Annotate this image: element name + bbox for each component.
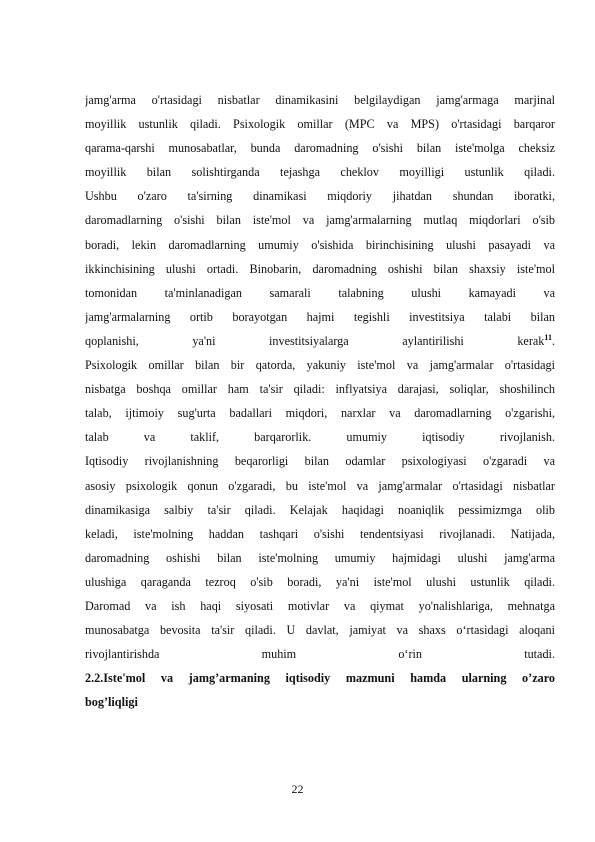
text-line-content: qoplanishi, ya'ni investitsiyalarga aylantirilishi kerak xyxy=(85,333,545,348)
text-line: moyillik ustunlik qiladi. Psixologik omillar (MPC va MPS) o'rtasidagi barqaror xyxy=(85,117,555,132)
text-line: daromadlarning o'sishi bilan iste'mol va jamg'armalarning mutlaq miqdorlari o'sib xyxy=(85,213,555,228)
text-line: talab, ijtimoiy sug'urta badallari miqdori, narxlar va daromadlarning o'zgarishi, xyxy=(85,406,555,421)
text-line: talab va taklif, barqarorlik. umumiy iqtisodiy rivojlanish. xyxy=(85,430,555,445)
footnote-suffix: . xyxy=(551,333,555,348)
text-line: qarama-qarshi munosabatlar, bunda daromadning o'sishi bilan iste'molga cheksiz xyxy=(85,141,555,156)
text-line: ulushiga qaraganda tezroq o'sib boradi, ya'ni iste'mol ulushi ustunlik qiladi. xyxy=(85,574,555,589)
section-heading: 2.2.Iste'mol va jamg’armaning iqtisodiy mazmuni hamda ularning o’zaro xyxy=(85,671,555,686)
text-line: asosiy psixologik qonun o'zgaradi, bu iste'mol va jamg'armalar o'rtasidagi nisbatlar xyxy=(85,478,555,493)
text-line: tomonidan ta'minlanadigan samarali talabning ulushi kamayadi va xyxy=(85,285,555,300)
text-line: Daromad va ish haqi siyosati motivlar va qiymat yo'nalishlariga, mehnatga xyxy=(85,598,555,613)
text-line: jamg'armalarning ortib borayotgan hajmi tegishli investitsiya talabi bilan xyxy=(85,309,555,324)
text-line: boradi, lekin daromadlarning umumiy o'sishida birinchisining ulushi pasayadi va xyxy=(85,237,555,252)
body-text xyxy=(85,88,555,714)
text-line: daromadning oshishi bilan iste'molning umumiy hajmidagi ulushi jamg'arma xyxy=(85,550,555,565)
text-line: jamg'arma o'rtasidagi nisbatlar dinamikasini belgilaydigan jamg'armaga marjinal xyxy=(85,93,555,107)
text-line: dinamikasiga salbiy ta'sir qiladi. Kelajak haqidagi noaniqlik pessimizmga olib xyxy=(85,502,555,517)
text-line: moyillik bilan solishtirganda tejashga cheklov moyilligi ustunlik qiladi. xyxy=(85,165,555,180)
text-line: munosabatga bevosita ta'sir qiladi. U davlat, jamiyat va shaxs o‘rtasidagi aloqani xyxy=(85,623,555,638)
page-number: 22 xyxy=(291,782,304,796)
text-line: keladi, iste'molning haddan tashqari o'sishi tendentsiyasi rivojlanadi. Natijada, xyxy=(85,526,555,541)
text-line: Ushbu o'zaro ta'sirning dinamikasi miqdoriy jihatdan shundan iboratki, xyxy=(85,189,555,204)
text-line-with-footnote xyxy=(85,329,555,353)
text-line: Psixologik omillar bilan bir qatorda, yakuniy iste'mol va jamg'armalar o'rtasidagi xyxy=(85,358,555,373)
text-line: rivojlantirishda muhim o‘rin tutadi. xyxy=(85,647,555,662)
text-line: nisbatga boshqa omillar ham ta'sir qiladi: inflyatsiya darajasi, soliqlar, shoshilinch xyxy=(85,382,555,397)
section-heading-continuation: bog’liqligi xyxy=(85,695,138,710)
text-line: ikkinchisining ulushi ortadi. Binobarin, daromadning oshishi bilan shaxsiy iste'mol xyxy=(85,261,555,276)
footnote-reference: 11 xyxy=(544,332,552,342)
text-line: Iqtisodiy rivojlanishning beqarorligi bilan odamlar psixologiyasi o'zgaradi va xyxy=(85,454,555,469)
